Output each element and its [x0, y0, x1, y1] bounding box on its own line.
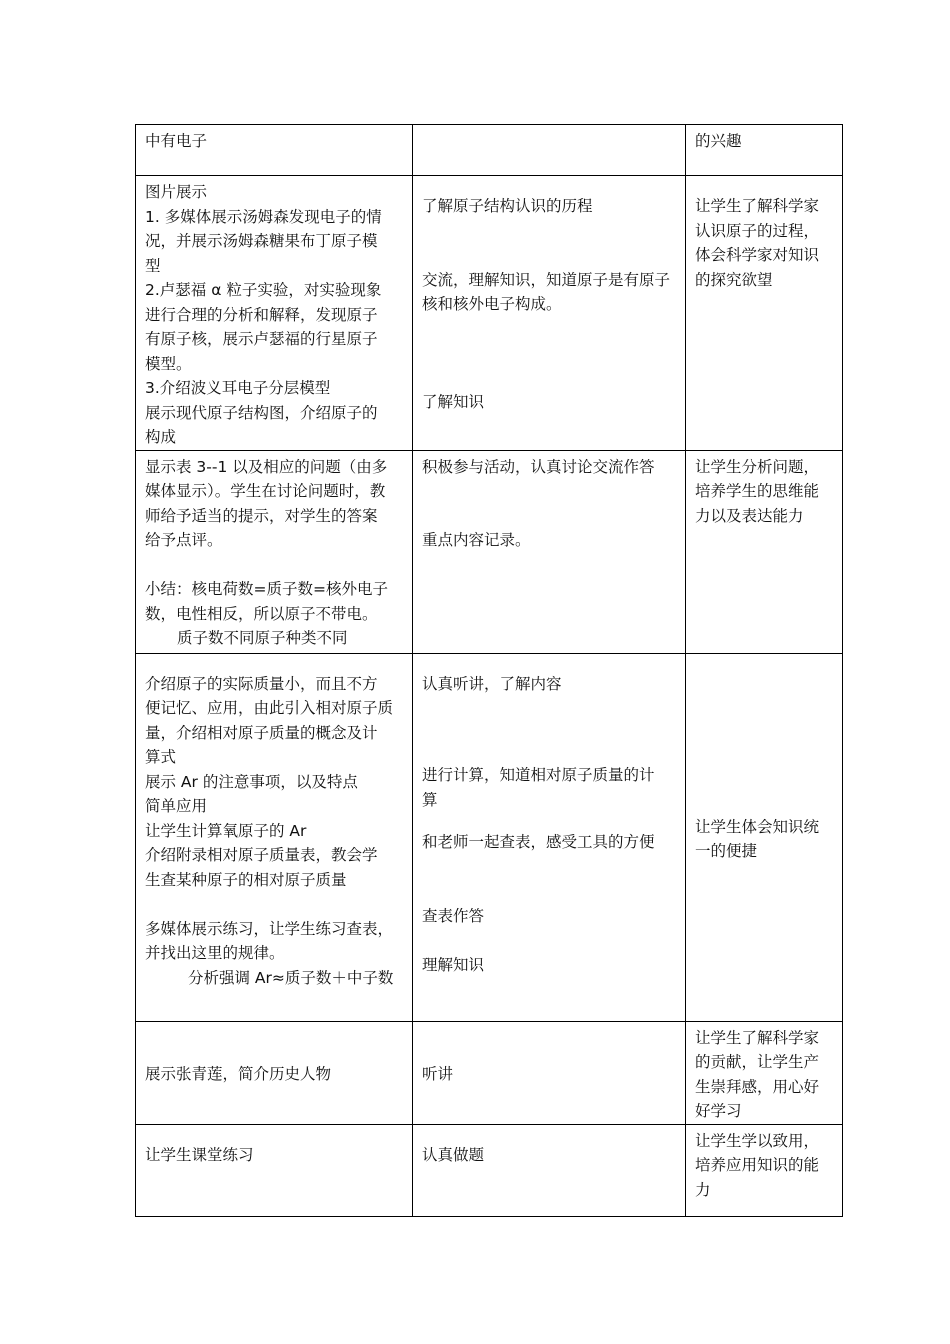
cell-text: 有原子核，展示卢瑟福的行星原子 — [145, 330, 378, 348]
design-intent-cell — [686, 450, 843, 653]
cell-text: 进行合理的分析和解释，发现原子 — [145, 305, 378, 324]
teacher-activity-cell — [136, 450, 413, 653]
cell-text: 介绍附录相对原子质量表，教会学 — [145, 846, 378, 864]
cell-text: 况，并展示汤姆森糖果布丁原子模 — [145, 232, 378, 250]
cell-text: 了解原子结构认识的历程 — [422, 197, 593, 215]
lesson-plan-table — [135, 124, 843, 1217]
cell-text: 让学生学以致用， — [695, 1131, 820, 1150]
student-activity-cell — [413, 1021, 686, 1124]
table-row — [136, 1021, 843, 1124]
cell-text: 中有电子 — [145, 132, 208, 150]
cell-text: 认识原子的过程， — [695, 221, 820, 240]
cell-text: 让学生计算氧原子的 Ar — [145, 821, 307, 840]
cell-text: 积极参与活动，认真讨论交流作答 — [422, 457, 655, 476]
cell-text: 给予点评。 — [145, 531, 223, 549]
table-row — [136, 653, 843, 1021]
cell-text: 让学生分析问题， — [695, 457, 820, 476]
cell-text: 培养学生的思维能 — [695, 482, 820, 500]
cell-text: 模型。 — [145, 354, 192, 373]
cell-text: 构成 — [145, 428, 177, 446]
cell-text: 1. 多媒体展示汤姆森发现电子的情 — [145, 207, 382, 226]
cell-text: 让学生了解科学家 — [695, 197, 820, 215]
cell-text: 让学生了解科学家 — [695, 1028, 820, 1047]
cell-text: 算 — [422, 790, 438, 809]
cell-text: 体会科学家对知识 — [695, 246, 820, 264]
cell-text: 3.介绍波义耳电子分层模型 — [145, 379, 331, 397]
cell-text: 展示张青莲，简介历史人物 — [145, 1065, 332, 1084]
table-row — [136, 1124, 843, 1216]
cell-text: 进行计算，知道相对原子质量的计 — [422, 766, 655, 784]
cell-text: 数，电性相反，所以原子不带电。 — [145, 604, 378, 623]
cell-text: 量，介绍相对原子质量的概念及计 — [145, 723, 378, 742]
cell-text: 了解知识 — [422, 393, 485, 411]
cell-text: 介绍原子的实际质量小，而且不方 — [145, 674, 378, 693]
cell-text: 展示现代原子结构图，介绍原子的 — [145, 403, 378, 422]
cell-text: 简单应用 — [145, 797, 208, 815]
cell-text: 让学生课堂练习 — [145, 1145, 254, 1164]
cell-text: 和老师一起查表，感受工具的方便 — [422, 833, 655, 851]
cell-text: 重点内容记录。 — [422, 531, 531, 549]
student-activity-cell — [413, 1124, 686, 1216]
design-intent-cell — [686, 653, 843, 1021]
cell-text: 听讲 — [422, 1065, 454, 1084]
student-activity-cell — [413, 450, 686, 653]
cell-text: 查表作答 — [422, 906, 485, 925]
cell-text: 交流，理解知识，知道原子是有原子 — [422, 270, 671, 289]
teacher-activity-cell — [136, 653, 413, 1021]
cell-text: 核和核外电子构成。 — [422, 295, 562, 313]
cell-text: 生查某种原子的相对原子质量 — [145, 870, 347, 889]
cell-text: 图片展示 — [145, 183, 208, 201]
student-activity-cell — [413, 653, 686, 1021]
cell-text: 理解知识 — [422, 955, 485, 974]
design-intent-cell — [686, 1124, 843, 1216]
cell-text: 力 — [695, 1180, 711, 1199]
cell-text: 显示表 3--1 以及相应的问题（由多 — [145, 457, 388, 476]
cell-text: 便记忆、应用，由此引入相对原子质 — [145, 699, 394, 717]
table-row — [136, 450, 843, 653]
cell-text: 的贡献，让学生产 — [695, 1053, 820, 1071]
teacher-activity-cell — [136, 125, 413, 176]
cell-text: 媒体显示）。学生在讨论问题时，教 — [145, 482, 386, 500]
cell-text: 生崇拜感，用心好 — [695, 1077, 820, 1096]
cell-text: 好学习 — [695, 1102, 742, 1120]
cell-text: 师给予适当的提示，对学生的答案 — [145, 506, 378, 525]
cell-text: 展示 Ar 的注意事项，以及特点 — [145, 772, 358, 791]
cell-text: 小结：核电荷数=质子数=核外电子 — [145, 580, 388, 598]
teacher-activity-cell — [136, 1124, 413, 1216]
cell-text: 认真做题 — [422, 1145, 485, 1164]
table-row — [136, 125, 843, 176]
cell-text: 多媒体展示练习，让学生练习查表， — [145, 919, 394, 938]
cell-text: 算式 — [145, 748, 177, 766]
design-intent-cell — [686, 1021, 843, 1124]
teacher-activity-cell — [136, 1021, 413, 1124]
cell-text: 型 — [145, 256, 161, 275]
design-intent-cell — [686, 176, 843, 451]
cell-text: 培养应用知识的能 — [695, 1156, 820, 1174]
cell-text: 一的便捷 — [695, 842, 758, 860]
cell-text: 力以及表达能力 — [695, 506, 804, 525]
cell-text: 并找出这里的规律。 — [145, 944, 285, 962]
teacher-activity-cell — [136, 176, 413, 451]
cell-text: 认真听讲，了解内容 — [422, 674, 562, 693]
table-row — [136, 176, 843, 451]
student-activity-cell — [413, 125, 686, 176]
cell-text: 2.卢瑟福 α 粒子实验，对实验现象 — [145, 281, 382, 299]
cell-text: 让学生体会知识统 — [695, 817, 820, 836]
cell-text: 的兴趣 — [695, 132, 742, 150]
design-intent-cell — [686, 125, 843, 176]
cell-text: 质子数不同原子种类不同 — [177, 629, 348, 647]
cell-text: 分析强调 Ar≈质子数＋中子数 — [188, 968, 394, 987]
cell-text: 的探究欲望 — [695, 270, 773, 289]
student-activity-cell — [413, 176, 686, 451]
